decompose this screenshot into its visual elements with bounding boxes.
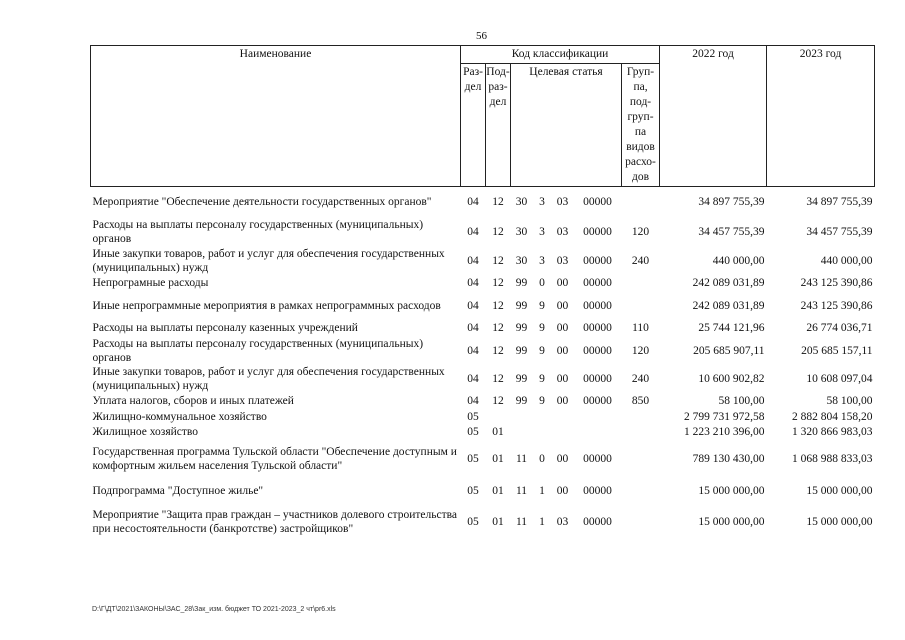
row-podrazdel: 01 [492, 484, 504, 497]
row-target-direction: 00000 [583, 225, 612, 238]
row-amount-2022: 34 457 755,39 [698, 225, 765, 238]
row-podrazdel: 12 [492, 225, 504, 238]
col-header-expense-group: Груп- па, под- груп- па видов расхо- дов [622, 64, 660, 187]
row-target-event: 03 [556, 515, 569, 528]
row-podrazdel: 01 [492, 452, 504, 465]
row-target-subprogram: 0 [539, 452, 545, 465]
row-expense-group: 110 [632, 322, 649, 334]
row-target-program: 11 [515, 452, 528, 465]
row-podrazdel: 01 [492, 515, 504, 528]
row-target-subprogram [533, 425, 552, 440]
row-podrazdel: 12 [492, 195, 504, 208]
row-razdel: 05 [467, 426, 479, 438]
file-path-footer: D:\Г\ДТ\2021\ЗАКОНЫ\ЗАС_28\Зак_изм. бюджет ТО 2021-2023_2 чт\pr6.xls [92, 606, 336, 613]
row-amount-2022: 789 130 430,00 [692, 452, 765, 465]
table-row [91, 440, 875, 478]
row-target-subprogram: 3 [539, 195, 545, 208]
row-razdel: 04 [467, 195, 479, 208]
row-target-event: 03 [556, 225, 569, 238]
row-razdel: 04 [467, 225, 479, 238]
row-expense-group: 850 [631, 395, 650, 407]
row-target-subprogram: 9 [539, 395, 545, 407]
row-podrazdel: 12 [492, 322, 504, 334]
row-target-program: 99 [515, 372, 528, 385]
row-target-program [511, 425, 533, 440]
row-target-program: 30 [515, 254, 528, 267]
row-expense-group: 120 [631, 344, 650, 357]
row-target-direction: 00000 [583, 452, 612, 465]
row-podrazdel: 12 [492, 395, 504, 407]
table-row [91, 365, 875, 393]
row-target-event: 03 [556, 195, 569, 208]
row-target-direction: 00000 [583, 395, 612, 407]
row-expense-group: 240 [631, 372, 650, 385]
row-amount-2022: 15 000 000,00 [698, 515, 765, 528]
row-name: Иные закупки товаров, работ и услуг для обеспечения государственных (муниципальных) нужд [92, 247, 445, 274]
row-target-event [552, 410, 574, 425]
table-body [91, 187, 875, 540]
row-razdel: 04 [467, 395, 479, 407]
row-expense-group [622, 410, 660, 425]
row-target-event: 00 [556, 277, 569, 289]
row-target-event: 00 [556, 372, 569, 385]
row-amount-2022: 440 000,00 [712, 254, 765, 267]
row-target-direction: 00000 [583, 515, 612, 528]
row-target-program: 99 [515, 322, 528, 334]
row-target-direction: 00000 [583, 484, 612, 497]
row-target-program [511, 410, 533, 425]
row-target-direction: 00000 [583, 322, 612, 334]
row-podrazdel: 12 [492, 372, 504, 385]
row-amount-2023: 15 000 000,00 [806, 515, 873, 528]
row-target-event: 00 [556, 322, 569, 334]
row-razdel: 04 [467, 299, 479, 312]
row-amount-2023: 26 774 036,71 [806, 322, 873, 334]
row-amount-2023: 2 882 804 158,20 [792, 411, 873, 423]
table-row [91, 320, 875, 337]
row-name: Государственная программа Тульской области "Обеспечение доступным и комфортным жильем населения Тульской области" [92, 445, 457, 472]
row-target-subprogram: 0 [539, 277, 545, 289]
row-name: Уплата налогов, сборов и иных платежей [92, 395, 294, 407]
row-target-program: 99 [515, 395, 528, 407]
row-name: Мероприятие "Защита прав граждан – участников долевого строительства при несостоятельности (банкротстве) застройщиков" [92, 508, 457, 535]
row-amount-2023: 58 100,00 [826, 395, 873, 407]
row-target-subprogram: 3 [539, 254, 545, 267]
table-header [91, 46, 875, 187]
row-target-subprogram: 9 [539, 322, 545, 334]
table-row [91, 247, 875, 275]
row-amount-2022: 2 799 731 972,58 [684, 411, 765, 423]
row-expense-group [622, 292, 660, 320]
row-target-event: 00 [556, 299, 569, 312]
row-target-direction: 00000 [583, 372, 612, 385]
row-amount-2023: 205 685 157,11 [801, 344, 873, 357]
row-amount-2022: 10 600 902,82 [698, 372, 765, 385]
row-target-subprogram: 9 [539, 299, 545, 312]
row-podrazdel [486, 410, 511, 425]
row-name: Иные закупки товаров, работ и услуг для обеспечения государственных (муниципальных) нужд [92, 365, 445, 392]
row-amount-2022: 242 089 031,89 [692, 277, 765, 289]
table-row [91, 425, 875, 440]
row-target-event [552, 425, 574, 440]
col-header-podrazdel: Под- раз- дел [486, 64, 511, 187]
table-row [91, 478, 875, 504]
row-target-subprogram: 1 [539, 515, 545, 528]
row-target-event: 00 [556, 344, 569, 357]
row-expense-group [622, 478, 660, 504]
row-amount-2022: 34 897 755,39 [698, 195, 765, 208]
table-row [91, 337, 875, 365]
row-target-subprogram: 3 [539, 225, 545, 238]
row-expense-group [622, 275, 660, 292]
row-name: Иные непрограммные мероприятия в рамках непрограммных расходов [92, 299, 441, 312]
row-target-direction: 00000 [583, 254, 612, 267]
row-amount-2023: 15 000 000,00 [806, 484, 873, 497]
row-amount-2023: 10 608 097,04 [806, 372, 873, 385]
table-row [91, 393, 875, 410]
row-target-direction: 00000 [583, 195, 612, 208]
row-expense-group [622, 187, 660, 217]
row-target-program: 11 [515, 484, 528, 497]
row-amount-2022: 1 223 210 396,00 [684, 426, 765, 438]
row-target-program: 99 [515, 277, 528, 289]
row-target-program: 30 [515, 195, 528, 208]
col-header-2022: 2022 год [660, 46, 767, 187]
row-target-direction: 00000 [583, 344, 612, 357]
row-expense-group [622, 425, 660, 440]
row-target-direction [574, 425, 622, 440]
row-target-program: 99 [515, 299, 528, 312]
row-target-event: 00 [556, 452, 569, 465]
row-target-program: 11 [515, 515, 528, 528]
row-target-direction [574, 410, 622, 425]
row-target-event: 00 [556, 484, 569, 497]
row-podrazdel: 12 [492, 344, 504, 357]
row-target-event: 00 [556, 395, 569, 407]
row-razdel: 04 [467, 372, 479, 385]
row-target-subprogram: 1 [539, 484, 545, 497]
row-amount-2022: 58 100,00 [718, 395, 765, 407]
table-row [91, 504, 875, 540]
row-name: Мероприятие "Обеспечение деятельности государственных органов" [92, 195, 432, 208]
row-razdel: 05 [467, 484, 479, 497]
row-target-subprogram: 9 [539, 344, 545, 357]
page-number: 56 [476, 30, 487, 42]
row-amount-2023: 34 457 755,39 [806, 225, 873, 238]
row-target-subprogram: 9 [539, 372, 545, 385]
row-razdel: 04 [467, 344, 479, 357]
row-name: Расходы на выплаты персоналу государственных (муниципальных) органов [92, 218, 424, 245]
row-target-program: 30 [515, 225, 528, 238]
row-podrazdel: 01 [492, 426, 504, 438]
col-header-razdel: Раз- дел [461, 64, 486, 187]
row-expense-group [622, 504, 660, 540]
col-header-2023: 2023 год [767, 46, 875, 187]
row-podrazdel: 12 [492, 299, 504, 312]
row-expense-group [622, 440, 660, 478]
row-amount-2023: 243 125 390,86 [800, 277, 873, 289]
row-name: Непрограмные расходы [92, 277, 209, 289]
row-razdel: 04 [467, 254, 479, 267]
row-amount-2023: 34 897 755,39 [806, 195, 873, 208]
row-name: Жилищное хозяйство [92, 426, 199, 438]
row-razdel: 05 [467, 411, 479, 423]
row-razdel: 04 [467, 322, 479, 334]
row-target-subprogram [533, 410, 552, 425]
col-header-code-group: Код классификации [461, 46, 660, 64]
row-target-direction: 00000 [583, 299, 612, 312]
table-row [91, 410, 875, 425]
row-name: Жилищно-коммунальное хозяйство [92, 411, 267, 423]
row-target-event: 03 [556, 254, 569, 267]
row-name: Подпрограмма "Доступное жилье" [92, 484, 264, 497]
row-name: Расходы на выплаты персоналу государственных (муниципальных) органов [92, 337, 424, 364]
row-amount-2023: 1 320 866 983,03 [792, 426, 873, 438]
budget-table [90, 45, 875, 540]
row-expense-group: 120 [631, 225, 650, 238]
row-amount-2022: 242 089 031,89 [692, 299, 765, 312]
row-amount-2022: 205 685 907,11 [693, 344, 765, 357]
row-amount-2022: 25 744 121,96 [698, 322, 765, 334]
row-amount-2023: 243 125 390,86 [800, 299, 873, 312]
row-target-direction: 00000 [583, 277, 612, 289]
row-amount-2022: 15 000 000,00 [698, 484, 765, 497]
row-podrazdel: 12 [492, 277, 504, 289]
row-amount-2023: 1 068 988 833,03 [792, 452, 873, 465]
row-podrazdel: 12 [492, 254, 504, 267]
table-row [91, 275, 875, 292]
row-razdel: 05 [467, 452, 479, 465]
table-row [91, 187, 875, 217]
table-row [91, 292, 875, 320]
col-header-target: Целевая статья [511, 64, 622, 187]
row-name: Расходы на выплаты персоналу казенных учреждений [92, 322, 358, 334]
col-header-name: Наименование [91, 46, 461, 187]
row-expense-group: 240 [631, 254, 650, 267]
table-row [91, 217, 875, 247]
row-razdel: 04 [467, 277, 479, 289]
row-razdel: 05 [467, 515, 479, 528]
row-amount-2023: 440 000,00 [820, 254, 873, 267]
row-target-program: 99 [515, 344, 528, 357]
